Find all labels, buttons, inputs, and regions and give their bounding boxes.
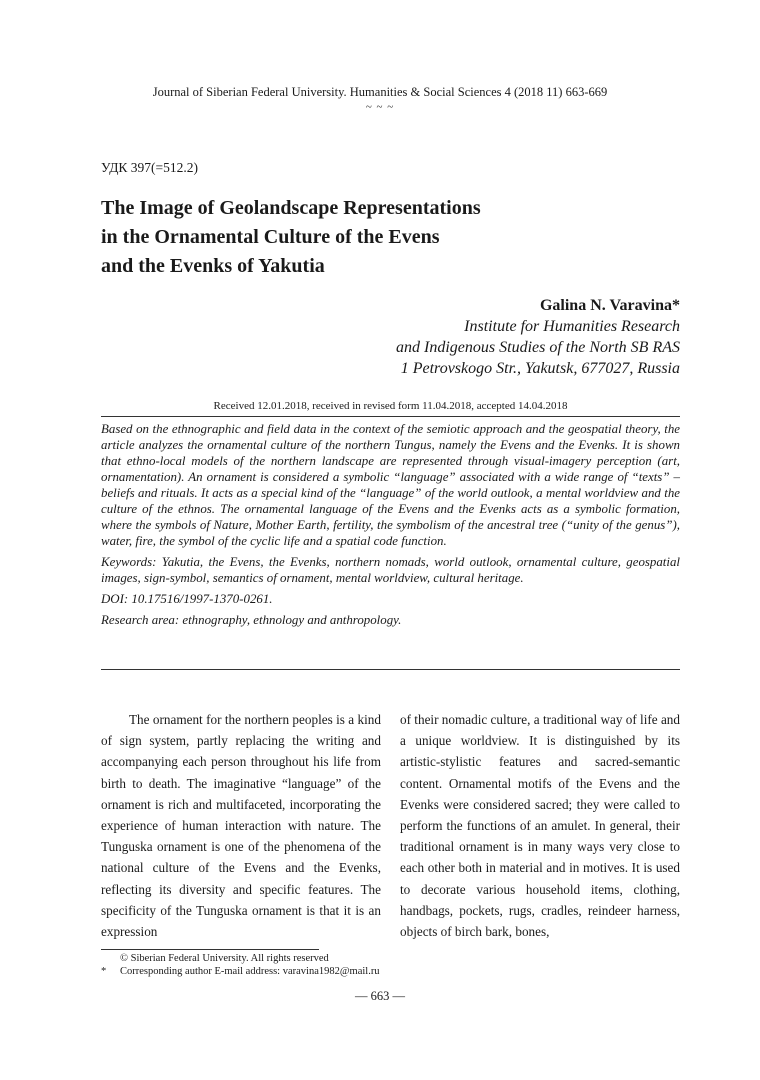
journal-header: Journal of Siberian Federal University. Humanities & Social Sciences 4 (2018 11) 663-669	[152, 85, 608, 99]
corresponding-email: Corresponding author E-mail address: varavina1982@mail.ru	[120, 966, 380, 977]
abstract-text: Based on the ethnographic and field data in the context of the semiotic approach and the geospatial theory, the article analyzes the ornamental culture of the northern Tungus, namely the Evens and the Evenks. It is shown that ethno-local models of the northern landscape are represented through visual-imagery perception (art, ornamentation). An ornament is considered a symbolic “language” associated with a wide range of “texts” – beliefs and rituals. It acts as a special kind of the “language” of the world outlook, a mental worldview and the culture of the ethnos. The ornamental language of the Evens and the Evenks acts as a symbolic formation, where the symbols of Nature, Mother Earth, fertility, the symbolism of the ancestral tree (“unity of the genus”), water, fire, the symbol of the cyclic life and a spatial code function.	[101, 422, 680, 548]
author-name: Galina N. Varavina*	[539, 297, 680, 314]
page-number: — 663 —	[355, 989, 405, 1003]
footnote-corresponding	[101, 966, 380, 977]
author-block	[396, 295, 680, 379]
abstract-block	[101, 421, 680, 628]
body-paragraph: The ornament for the northern peoples is a kind of sign system, partly replacing the writing and accompanying each person throughout his life from birth to death. The imaginative “language” of the ornament is rich and multifaceted, incorporating the experience of human interaction with nature. The Tunguska ornament is one of the phenomena of the national culture of the Evens and the Evenks, reflecting its diversity and specific features. The specificity of the Tunguska ornament is that it is an expression	[101, 712, 381, 940]
title-line: in the Ornamental Culture of the Evens	[101, 226, 440, 248]
udk-code: УДК 397(=512.2)	[101, 160, 199, 175]
header-separator: ~ ~ ~	[365, 101, 395, 113]
body-column-left	[101, 709, 381, 942]
keywords: Keywords: Yakutia, the Evens, the Evenks, northern nomads, world outlook, ornamental culture, geospatial images, sign-symbol, semantics of ornament, mental worldview, cultural heritage.	[101, 555, 680, 585]
body-paragraph: of their nomadic culture, a traditional way of life and a unique worldview. It is distinguished by its artistic-stylistic features and sacred-semantic content. Ornamental motifs of the Evens and the Evenks were considered sacred; they were called to perform the functions of an amulet. In general, their traditional ornament is in many ways very close to each other both in material and in motives. It is used to decorate various household items, clothing, handbags, pockets, rugs, cradles, reindeer harness, objects of birch bark, bones,	[400, 712, 680, 940]
divider-top	[101, 416, 680, 417]
affiliation-line: Institute for Humanities Research	[464, 318, 680, 335]
affiliation-line: and Indigenous Studies of the North SB RAS	[396, 339, 680, 356]
research-area: Research area: ethnography, ethnology and anthropology.	[101, 613, 402, 627]
article-title	[101, 194, 661, 281]
title-line: and the Evenks of Yakutia	[101, 255, 325, 277]
title-line: The Image of Geolandscape Representations	[101, 197, 481, 219]
doi: DOI: 10.17516/1997-1370-0261.	[101, 592, 273, 606]
divider-bottom	[101, 669, 680, 670]
received-dates: Received 12.01.2018, received in revised form 11.04.2018, accepted 14.04.2018	[213, 400, 568, 412]
footnote-copyright: © Siberian Federal University. All rights reserved	[120, 953, 329, 964]
footnote-marker: *	[101, 966, 107, 977]
footnote-rule	[101, 949, 319, 950]
affiliation-line: 1 Petrovskogo Str., Yakutsk, 677027, Russia	[400, 360, 680, 377]
body-column-right	[400, 709, 680, 942]
